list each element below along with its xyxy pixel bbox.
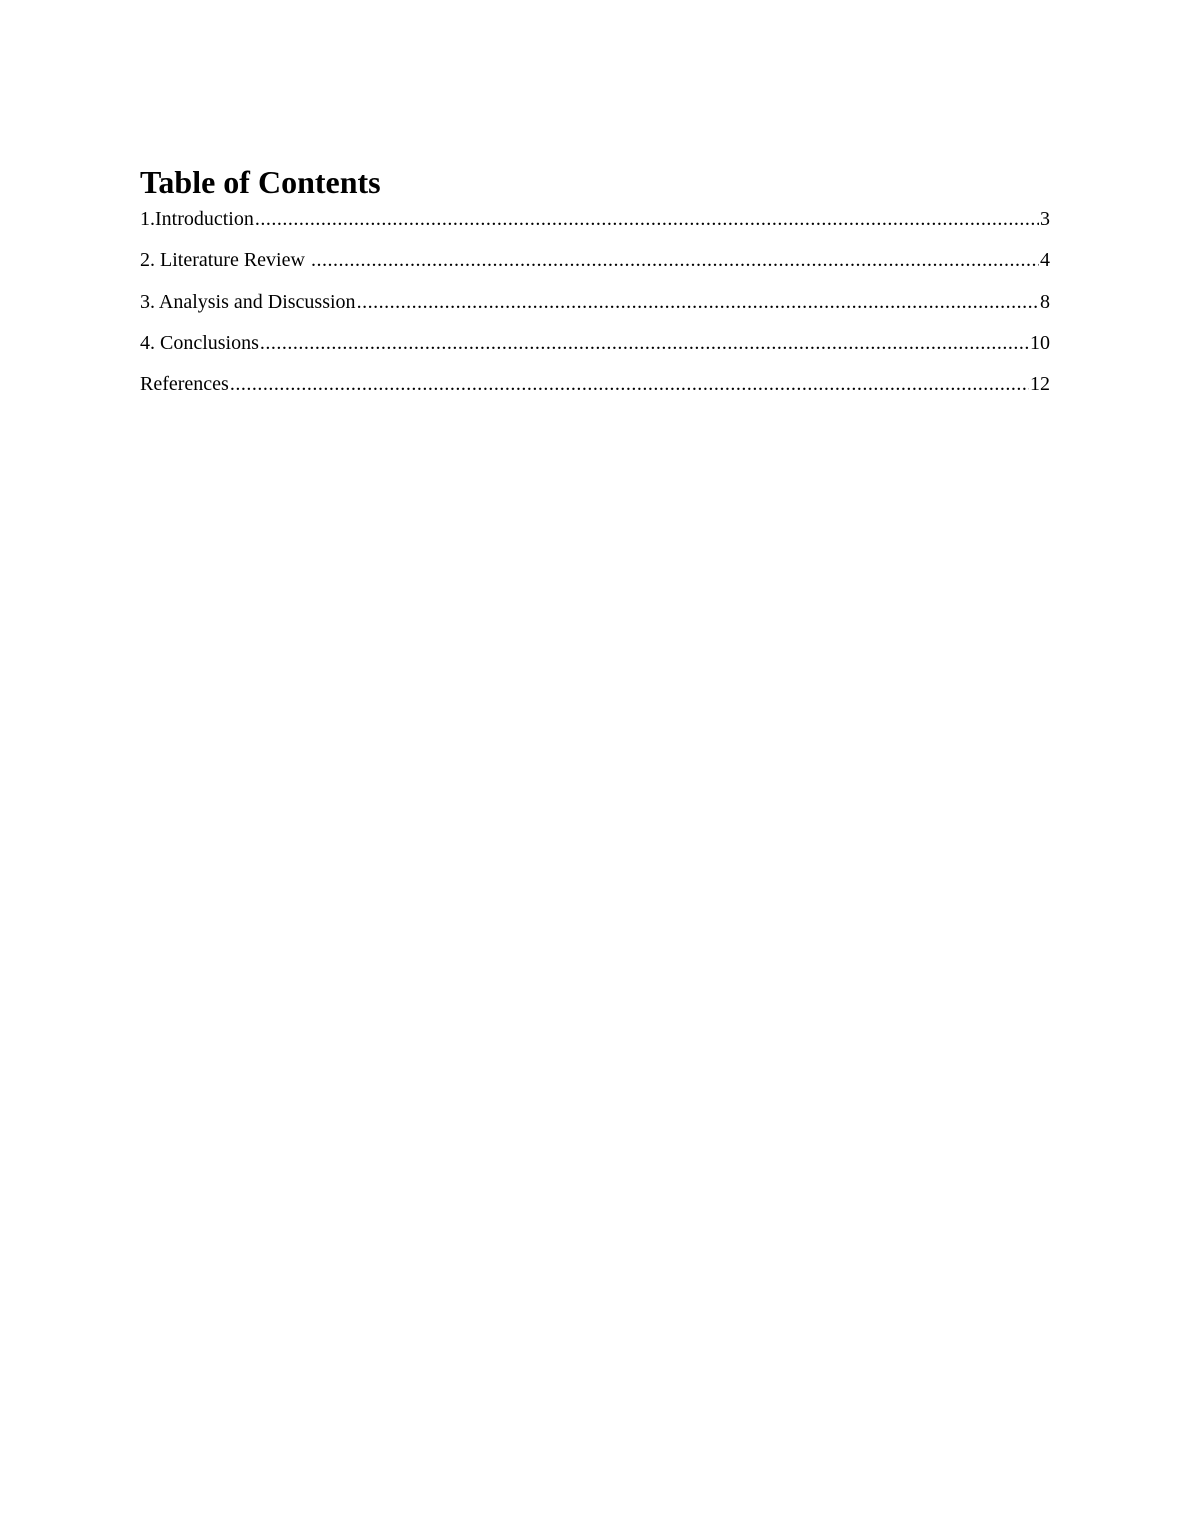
toc-dot-leader	[255, 207, 1039, 231]
toc-dot-leader	[260, 331, 1029, 355]
toc-entry-conclusions[interactable]	[140, 331, 1050, 372]
toc-entry-page-number: 12	[1030, 373, 1050, 396]
toc-entry-page-number: 4	[1040, 249, 1050, 272]
toc-list	[140, 207, 1050, 413]
toc-entry-introduction[interactable]	[140, 207, 1050, 248]
toc-dot-leader	[311, 248, 1039, 272]
toc-entry-references[interactable]	[140, 372, 1050, 413]
toc-entry-page-number: 8	[1040, 290, 1050, 313]
toc-entry-page-number: 3	[1040, 208, 1050, 230]
toc-dot-leader	[230, 372, 1029, 396]
toc-entry-label: 2. Literature Review	[140, 249, 310, 272]
toc-entry-page-number: 10	[1030, 331, 1050, 354]
toc-entry-label: 1.Introduction	[140, 208, 254, 230]
table-of-contents	[140, 162, 1050, 413]
toc-dot-leader	[357, 290, 1039, 314]
toc-title: Table of Contents	[140, 164, 381, 200]
toc-entry-label: 4. Conclusions	[140, 331, 259, 354]
toc-entry-label: 3. Analysis and Discussion	[140, 290, 356, 313]
toc-entry-label: References	[140, 373, 229, 396]
toc-entry-literature-review[interactable]	[140, 248, 1050, 289]
toc-entry-analysis-and-discussion[interactable]	[140, 290, 1050, 331]
